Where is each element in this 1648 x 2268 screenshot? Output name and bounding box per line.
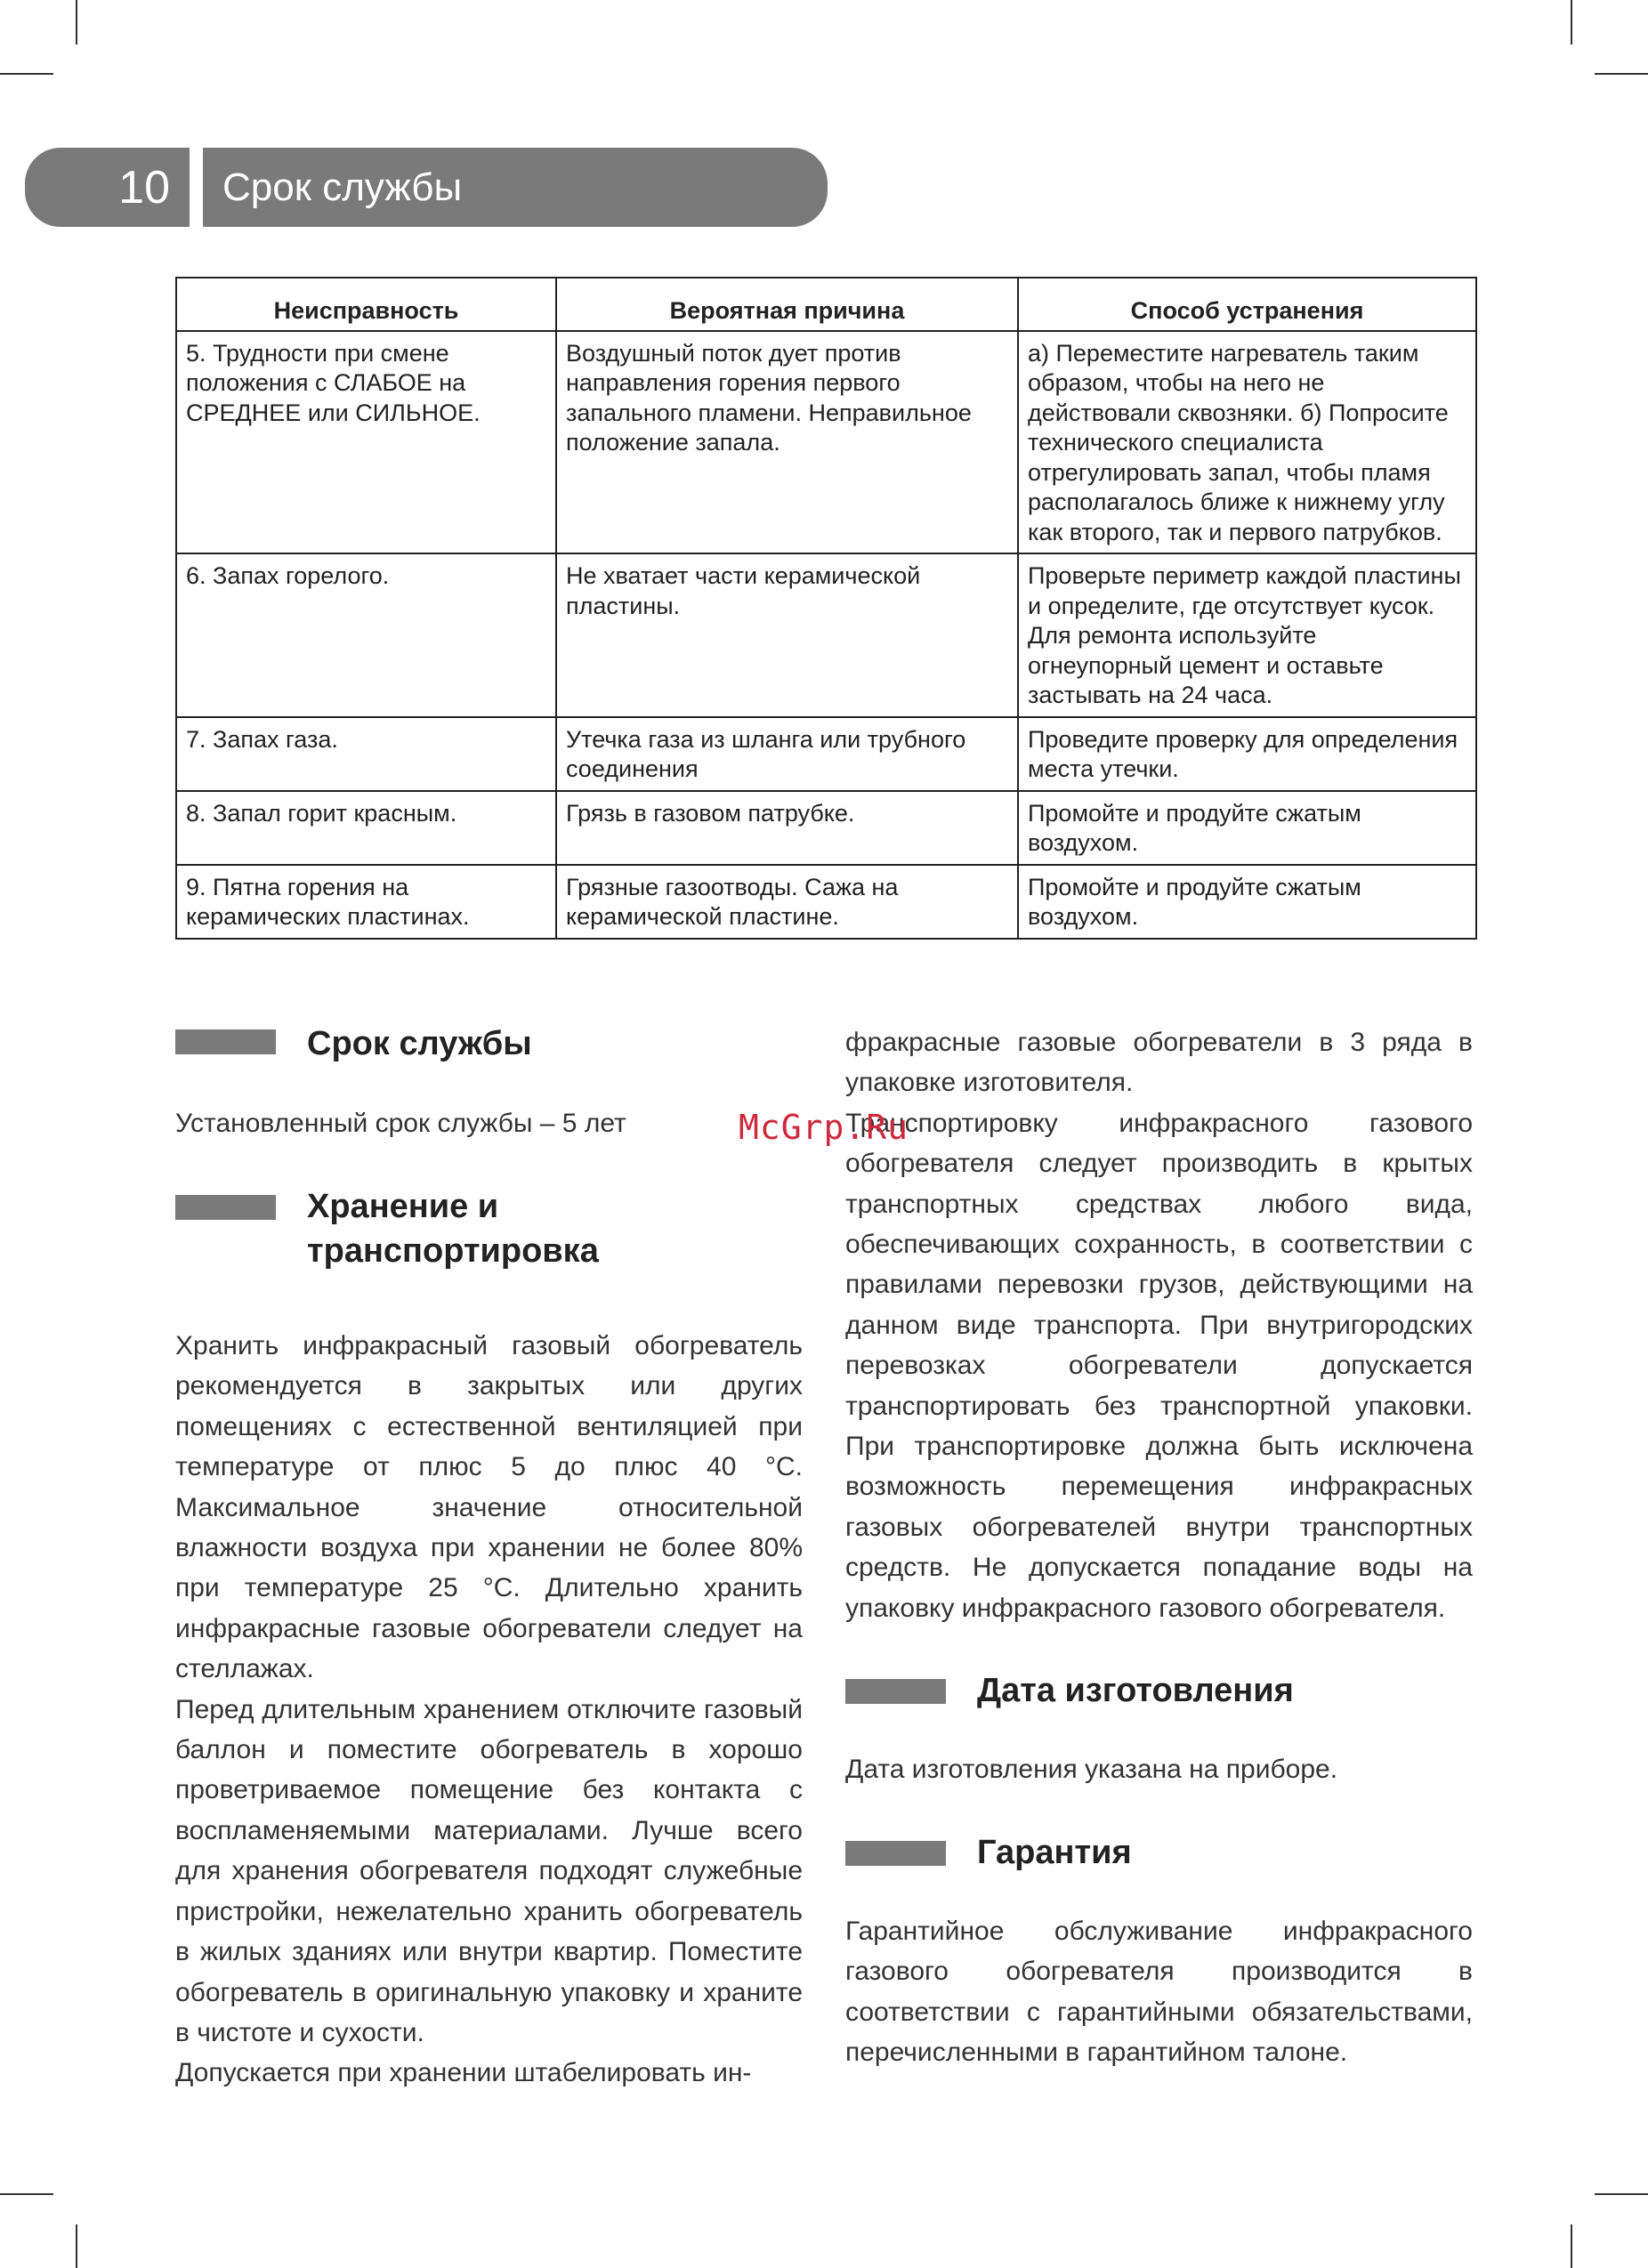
cause-cell: Грязь в газовом патрубке. xyxy=(556,791,1018,865)
fault-cell: 7. Запах газа. xyxy=(176,717,556,791)
remedy-cell: Промойте и продуйте сжатым воздухом. xyxy=(1018,865,1476,939)
watermark: McGrp.Ru xyxy=(739,1108,909,1147)
crop-mark xyxy=(0,2193,53,2195)
remedy-cell: а) Переместите нагреватель таким образом, чтобы на него не действовали сквозняки. б) Попросите технического специалиста отрегулировать запал, чтобы пламя располагалось ближе к нижнему углу как второго, так и первого патрубков. xyxy=(1018,331,1476,554)
crop-mark xyxy=(1595,2193,1648,2195)
section-marker xyxy=(845,1841,946,1866)
table-row xyxy=(176,553,1476,717)
transport-text xyxy=(845,1022,1473,1628)
page-number: 10 xyxy=(25,148,190,227)
table-row xyxy=(176,331,1476,554)
paragraph: Перед длительным хранением отключите газовый баллон и поместите обогреватель в хорошо проветриваемое помещение без контакта с воспламеняемыми материалами. Лучше всего для хранения обогревателя подходят служебные пристройки, нежелательно хранить обогреватель в жилых зданиях или внутри квартир. Поместите обогреватель в оригинальную упаковку и храните в чистоте и сухости. xyxy=(175,1694,803,2047)
manufacture-date-text: Дата изготовления указана на приборе. xyxy=(845,1755,1338,1784)
cause-cell: Воздушный поток дует против направления горения первого запального пламени. Неправильное положение запала. xyxy=(556,331,1018,554)
section-marker xyxy=(845,1679,946,1704)
fault-cell: 8. Запал горит красным. xyxy=(176,791,556,865)
fault-cell: 6. Запах горелого. xyxy=(176,553,556,717)
column-header-remedy: Способ устранения xyxy=(1018,278,1476,331)
table-row xyxy=(176,717,1476,791)
storage-text xyxy=(175,1326,803,2094)
crop-mark xyxy=(1571,0,1572,44)
section-heading: Гарантия xyxy=(977,1834,1132,1871)
paragraph: фракрасные газовые обогреватели в 3 ряда в упаковке изготовителя. xyxy=(845,1028,1473,1098)
section-manufacture-date xyxy=(845,1668,1486,1722)
section-storage xyxy=(175,1184,816,1282)
header-section-title: Срок службы xyxy=(203,148,828,227)
column-header-fault: Неисправность xyxy=(176,278,556,331)
section-warranty xyxy=(845,1830,1486,1884)
fault-cell: 9. Пятна горения на керамических пластинах. xyxy=(176,865,556,939)
table-header-row xyxy=(176,278,1476,331)
column-header-cause: Вероятная причина xyxy=(556,278,1018,331)
service-life-text: Установленный срок службы – 5 лет xyxy=(175,1109,626,1138)
troubleshooting-table xyxy=(175,277,1477,940)
section-heading: Дата изготовления xyxy=(977,1672,1294,1709)
crop-mark xyxy=(76,2224,77,2268)
table-row xyxy=(176,865,1476,939)
cause-cell: Грязные газоотводы. Сажа на керамической пластине. xyxy=(556,865,1018,939)
warranty-text: Гарантийное обслуживание инфракрасного газового обогревателя производится в соответствии с гарантийными обязательствами, перечисленными в гарантийном талоне. xyxy=(845,1917,1473,2068)
remedy-cell: Проверьте периметр каждой пластины и определите, где отсутствует кусок. Для ремонта используйте огнеупорный цемент и оставьте застывать на 24 часа. xyxy=(1018,553,1476,717)
cause-cell: Не хватает части керамической пластины. xyxy=(556,553,1018,717)
remedy-cell: Промойте и продуйте сжатым воздухом. xyxy=(1018,791,1476,865)
section-marker xyxy=(175,1195,276,1220)
section-heading: Хранение и транспортировка xyxy=(307,1188,599,1270)
table-row xyxy=(176,791,1476,865)
section-service-life xyxy=(175,1021,798,1075)
crop-mark xyxy=(1571,2224,1572,2268)
fault-cell: 5. Трудности при смене положения с СЛАБОЕ на СРЕДНЕЕ или СИЛЬНОЕ. xyxy=(176,331,556,554)
crop-mark xyxy=(1595,73,1648,75)
paragraph: Допускается при хранении штабелировать ин- xyxy=(175,2058,752,2088)
paragraph: Транспортировку инфракрасного газового обогревателя следует производить в крытых транспортных средствах любого вида, обеспечивающих сохранность, в соответствии с правилами перевозки грузов, действующими на данном виде транспорта. При внутригородских перевозках обогреватели допускается транспортировать без транспортной упаковки. При транспортировке должна быть исключена возможность перемещения инфракрасных газовых обогревателей внутри транспортных средств. Не допускается попадание воды на упаковку инфракрасного газового обогревателя. xyxy=(845,1108,1473,1623)
paragraph: Хранить инфракрасный газовый обогреватель рекомендуется в закрытых или других помещениях с естественной вентиляцией при температуре от плюс 5 до плюс 40 °С. Максимальное значение относительной влажности воздуха при хранении не более 80% при температуре 25 °С. Длительно хранить инфракрасные газовые обогреватели следует на стеллажах. xyxy=(175,1331,803,1684)
section-heading: Срок службы xyxy=(307,1025,532,1062)
crop-mark xyxy=(76,0,77,44)
section-marker xyxy=(175,1029,276,1054)
remedy-cell: Проведите проверку для определения места утечки. xyxy=(1018,717,1476,791)
crop-mark xyxy=(0,73,53,75)
cause-cell: Утечка газа из шланга или трубного соединения xyxy=(556,717,1018,791)
